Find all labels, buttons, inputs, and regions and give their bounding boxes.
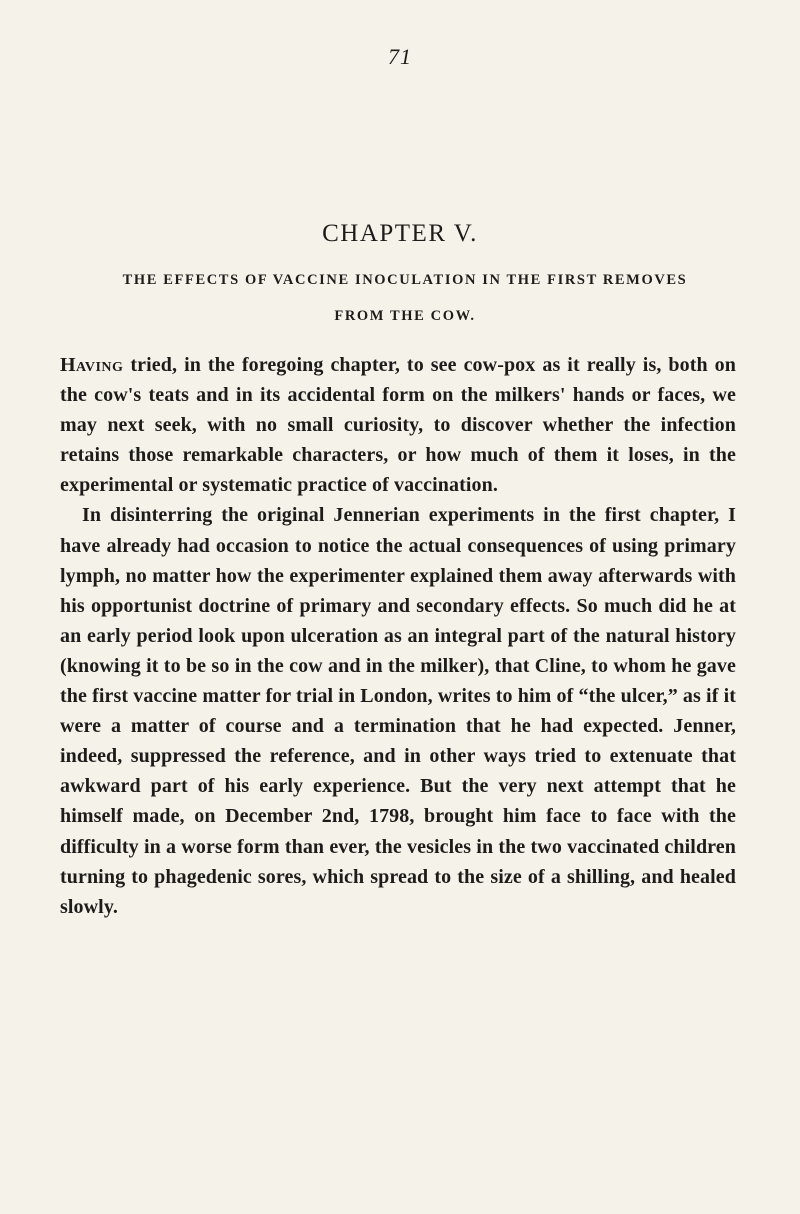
chapter-title: CHAPTER V. [322,220,478,247]
chapter-subtitle: THE EFFECTS OF VACCINE INOCULATION IN THE FIRST REMOVES FROM THE COW. [122,272,688,324]
paragraph: In disinterring the original Jennerian experiments in the first chapter, I have already had occasion to notice the actual consequences of using primary lymph, no matter how the experimenter explained them away afterwards with his opportunist doctrine of primary and secondary effects. So much did he at an early period look upon ulceration as an integral part of the natural history (knowing it to be so in the cow and in the milker), that Cline, to whom he gave the first vaccine matter for trial in London, writes to him of “the ulcer,” as if it were a matter of course and a termination that he had expected. Jenner, indeed, suppressed the reference, and in other ways tried to extenuate that awkward part of his early experience. But the very next attempt that he himself made, on December 2nd, 1798, brought him face to face with the difficulty in a worse form than ever, the vesicles in the two vaccinated children turning to phagedenic sores, which spread to the size of a shilling, and healed slowly. [60,504,736,918]
page-number: 71 [388,44,412,69]
paragraph-lead-word: Having [60,354,124,376]
paragraph-text: tried, in the foregoing chapter, to see cow-pox as it really is, both on the cow's teats and in its accidental form on the milkers' hands or faces, we may next seek, with no small curiosity, to discover whether the infection retains those remarkable characters, or how much of them it loses, in the experimental or systematic practice of vaccination. [60,354,736,497]
chapter-body [60,350,736,922]
paragraph [60,350,736,500]
